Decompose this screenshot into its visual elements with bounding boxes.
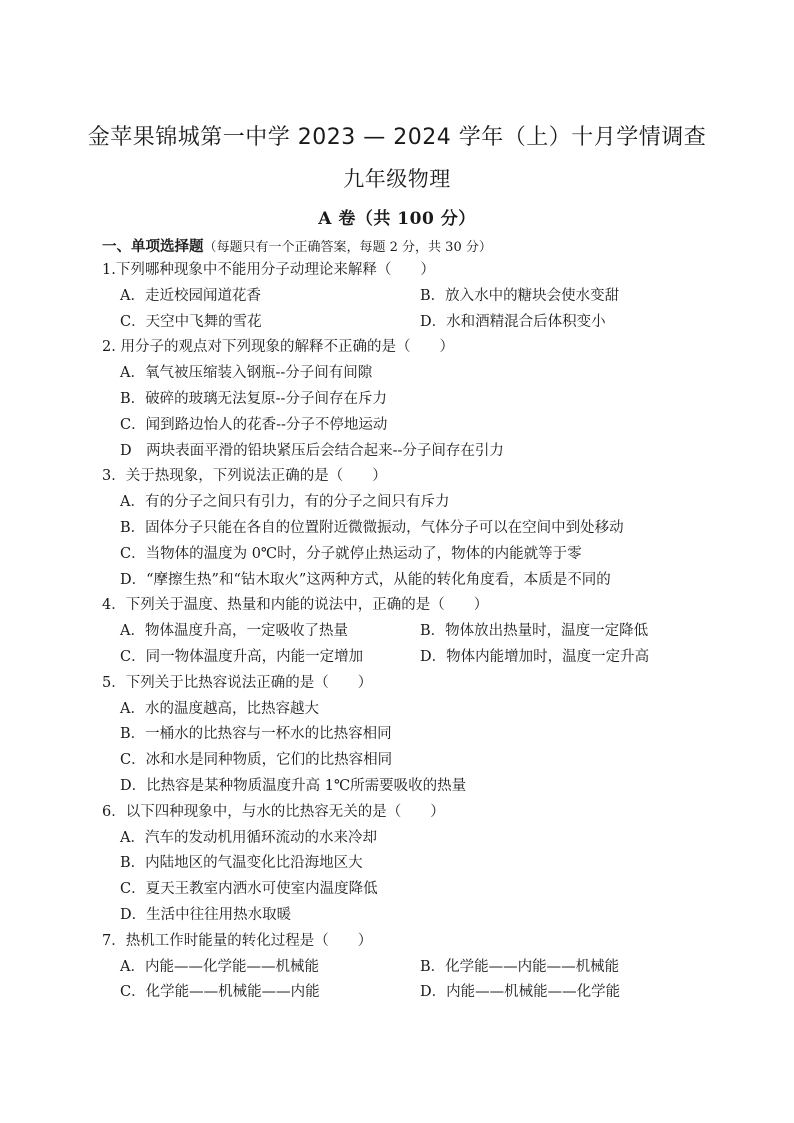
section-instructions: （每题只有一个正确答案，每题 2 分，共 30 分） [203,240,492,255]
answer-option: D．水和酒精混合后体积变小 [420,313,606,330]
answer-option: A．内能——化学能——机械能 [120,958,319,975]
answer-option: D．物体内能增加时，温度一定升高 [420,649,650,665]
answer-option: B．内陆地区的气温变化比沿海地区大 [120,855,363,872]
answer-option: C．夏天王教室内洒水可使室内温度降低 [120,881,378,898]
answer-option: C．当物体的温度为 0℃时，分子就停止热运动了，物体的内能就等于零 [120,545,582,562]
question-stem: 3．关于热现象，下列说法正确的是（ ） [102,468,387,485]
answer-option: C．同一物体温度升高，内能一定增加 [120,649,364,665]
answer-option: B．固体分子只能在各自的位置附近微微振动，气体分子可以在空间中到处移动 [120,520,624,536]
answer-option: D．比热容是某种物质温度升高 1℃所需要吸收的热量 [120,778,467,794]
section-heading [102,235,492,256]
question-stem: 6．以下四种现象中，与水的比热容无关的是（ ） [102,803,445,820]
school-exam-title: 金苹果锦城第一中学 2023 — 2024 学年（上）十月学情调查 [87,125,707,150]
answer-option: B．物体放出热量时，温度一定降低 [420,623,649,640]
answer-option: D．生活中往往用热水取暖 [120,907,292,923]
answer-option: A．物体温度升高，一定吸收了热量 [120,623,348,640]
subject-title: 九年级物理 [343,167,451,191]
answer-option: B．破碎的玻璃无法复原--分子间存在斥力 [120,391,387,407]
answer-option: A．有的分子之间只有引力，有的分子之间只有斥力 [120,494,450,511]
answer-option: C．天空中飞舞的雪花 [120,313,262,330]
answer-option: D．“摩擦生热”和“钻木取火”这两种方式，从能的转化角度看，本质是不同的 [120,571,611,588]
answer-option: B．化学能——内能——机械能 [420,958,620,975]
question-stem: 1.下列哪种现象中不能用分子动理论来解释（ ） [102,262,435,278]
question-stem: 2. 用分子的观点对下列现象的解释不正确的是（ ） [102,339,454,356]
answer-option: C．闻到路边怡人的花香--分子不停地运动 [120,416,388,433]
answer-option: B．一桶水的比热容与一杯水的比热容相同 [120,726,392,743]
question-stem: 4．下列关于温度、热量和内能的说法中，正确的是（ ） [102,597,489,614]
answer-option: A．走近校园闻道花香 [120,287,261,304]
answer-option: A．汽车的发动机用循环流动的水来冷却 [120,829,377,846]
paper-title: A 卷（共 100 分） [318,209,476,229]
answer-option: A．氧气被压缩装入钢瓶--分子间有间隙 [120,365,373,382]
question-stem: 7．热机工作时能量的转化过程是（ ） [102,932,373,949]
question-stem: 5．下列关于比热容说法正确的是（ ） [102,674,373,691]
answer-option: C．化学能——机械能——内能 [120,984,320,1001]
answer-option: A．水的温度越高，比热容越大 [120,700,319,717]
answer-option: B．放入水中的糖块会使水变甜 [420,287,620,304]
answer-option: D．内能——机械能——化学能 [420,984,621,1001]
answer-option: D 两块表面平滑的铅块紧压后会结合起来--分子间存在引力 [120,442,504,459]
answer-option: C．冰和水是同种物质，它们的比热容相同 [120,752,393,769]
section-title: 一、单项选择题 [102,239,204,255]
